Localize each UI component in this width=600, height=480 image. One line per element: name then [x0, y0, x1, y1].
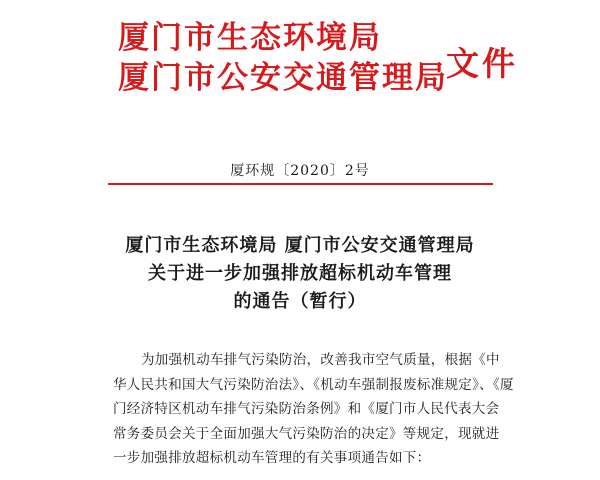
- agency-environment-bureau: 厦门市生态环境局: [118, 20, 382, 56]
- notice-title: [0, 232, 600, 316]
- document-number: 厦环规〔2020〕2号: [230, 163, 370, 179]
- body-line-2: 华人民共和国大气污染防治法》、《机动车强制报废标准规定》、《厦: [113, 376, 514, 393]
- notice-title-line-1: 厦门市生态环境局 厦门市公安交通管理局: [125, 235, 475, 256]
- document-type-label: 文件: [446, 44, 518, 83]
- red-divider-line: [108, 183, 493, 185]
- notice-title-line-2: 关于进一步加强排放超标机动车管理: [148, 263, 452, 284]
- body-line-5: 一步加强排放超标机动车管理的有关事项通告如下：: [113, 450, 431, 466]
- notice-body: [113, 348, 514, 471]
- notice-title-line-3: 的通告（暂行）: [233, 291, 367, 312]
- body-line-4: 常务委员会关于全面加强大气污染防治的决定》等规定，现就进: [113, 425, 500, 442]
- issuing-agencies: [118, 18, 448, 98]
- body-line-1: 为加强机动车排气污染防治，改善我市空气质量，根据《中: [141, 352, 500, 368]
- agency-traffic-police-bureau: 厦门市公安交通管理局: [118, 60, 448, 96]
- body-line-3: 门经济特区机动车排气污染防治条例》和《厦门市人民代表大会: [113, 401, 500, 417]
